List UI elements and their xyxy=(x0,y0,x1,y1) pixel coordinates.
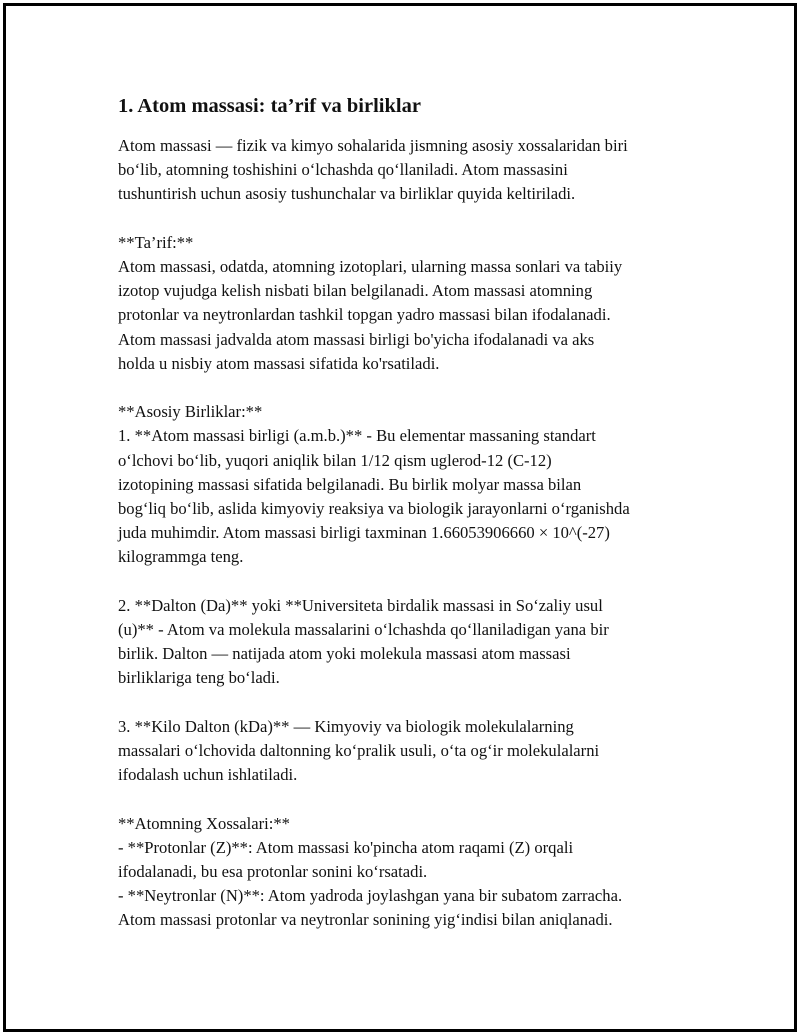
properties-paragraph xyxy=(118,812,698,933)
units-item-3 xyxy=(118,715,698,812)
definition-paragraph xyxy=(118,231,698,400)
blank-line xyxy=(118,787,698,811)
units-line: (u)** - Atom va molekula massalarini o‘lchashda qo‘llaniladigan yana bir xyxy=(118,620,609,640)
definition-line: Atom massasi, odatda, atomning izotoplari, ularning massa sonlari va tabiiy xyxy=(118,257,623,276)
definition-line: Atom massasi jadvalda atom massasi birligi bo'yicha ifodalanadi va aks xyxy=(118,329,595,349)
units-line: kilogrammga teng. xyxy=(118,547,244,567)
definition-heading: **Ta’rif:** xyxy=(118,232,194,252)
intro-line: Atom massasi — fizik va kimyo sohalarida jismning asosiy xossalaridan biri xyxy=(118,136,628,155)
units-line: birliklariga teng bo‘ladi. xyxy=(118,668,280,688)
definition-line: izotop vujudga kelish nisbati bilan belgilanadi. Atom massasi atomning xyxy=(118,281,593,301)
definition-line: protonlar va neytronlardan tashkil topgan yadro massasi bilan ifodalanadi. xyxy=(118,305,611,325)
blank-line xyxy=(118,376,698,400)
properties-line: - **Protonlar (Z)**: Atom massasi ko'pincha atom raqami (Z) orqali xyxy=(118,837,574,857)
intro-paragraph xyxy=(118,134,698,231)
properties-line: Atom massasi protonlar va neytronlar sonining yig‘indisi bilan aniqlanadi. xyxy=(118,910,613,930)
intro-line: bo‘lib, atomning toshishini o‘lchashda qo‘llaniladi. Atom massasini xyxy=(118,160,568,180)
properties-line: ifodalanadi, bu esa protonlar sonini ko‘rsatadi. xyxy=(118,862,428,882)
units-line: bog‘liq bo‘lib, aslida kimyoviy reaksiya va biologik jarayonlarni o‘rganishda xyxy=(118,499,630,519)
document-body xyxy=(118,94,698,933)
blank-line xyxy=(118,570,698,594)
units-line: juda muhimdir. Atom massasi birligi taxminan 1.66053906660 × 10^(-27) xyxy=(118,523,610,543)
units-item-2 xyxy=(118,594,698,715)
units-line: massalari o‘lchovida daltonning ko‘pralik usuli, o‘ta og‘ir molekulalarni xyxy=(118,741,600,761)
units-item-1 xyxy=(118,400,698,594)
units-line: 1. **Atom massasi birligi (a.m.b.)** - Bu elementar massaning standart xyxy=(118,426,596,446)
units-line: izotopining massasi sifatida belgilanadi. Bu birlik molyar massa bilan xyxy=(118,474,582,494)
units-heading: **Asosiy Birliklar:** xyxy=(118,402,263,422)
units-line: 2. **Dalton (Da)** yoki **Universiteta birdalik massasi in So‘zaliy usul xyxy=(118,595,603,615)
properties-heading: **Atomning Xossalari:** xyxy=(118,813,290,833)
blank-line xyxy=(118,691,698,715)
units-line: o‘lchovi bo‘lib, yuqori aniqlik bilan 1/12 qism uglerod-12 (C-12) xyxy=(118,450,552,470)
properties-line: - **Neytronlar (N)**: Atom yadroda joylashgan yana bir subatom zarracha. xyxy=(118,886,623,906)
units-line: ifodalash uchun ishlatiladi. xyxy=(118,765,298,785)
blank-line xyxy=(118,207,698,231)
units-line: 3. **Kilo Dalton (kDa)** — Kimyoviy va biologik molekulalarning xyxy=(118,716,574,736)
definition-line: holda u nisbiy atom massasi sifatida ko'rsatiladi. xyxy=(118,353,440,373)
section-title: 1. Atom massasi: ta’rif va birliklar xyxy=(118,95,421,117)
units-line: birlik. Dalton — natijada atom yoki molekula massasi atom massasi xyxy=(118,644,571,664)
intro-line: tushuntirish uchun asosiy tushunchalar va birliklar quyida keltiriladi. xyxy=(118,184,576,204)
